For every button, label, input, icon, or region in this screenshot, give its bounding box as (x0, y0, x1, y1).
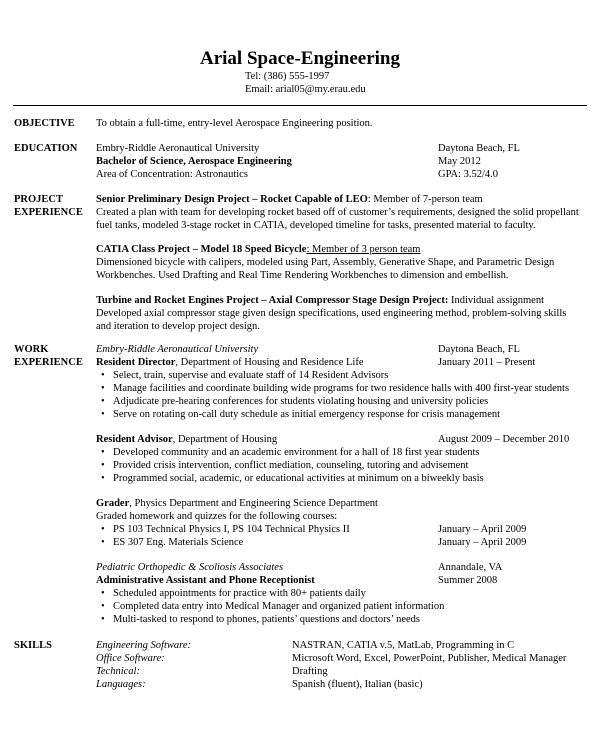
bullet: • (101, 460, 105, 471)
bullet-text: Multi-tasked to respond to phones, patients’ questions and doctors’ needs (113, 614, 420, 625)
project-team: : Member of 3 person team (306, 244, 421, 255)
objective-text: To obtain a full-time, entry-level Aerospace Engineering position. (96, 118, 373, 129)
section-work-experience: EXPERIENCE (14, 357, 83, 368)
education-location: Daytona Beach, FL (438, 143, 520, 154)
job-dates: August 2009 – December 2010 (438, 434, 570, 445)
bullet-text: Scheduled appointments for practice with 80+ patients daily (113, 588, 366, 599)
section-education: EDUCATION (14, 143, 78, 154)
project-line: Workbenches. Used Drafting and Real Time Rendering Workbenches to dimension and embellish. (96, 270, 509, 281)
job-dates: January – April 2009 (438, 537, 527, 548)
work-employer: Embry-Riddle Aeronautical University (96, 344, 259, 355)
skill-label: Office Software: (96, 653, 165, 664)
education-degree: Bachelor of Science, Aerospace Engineering (96, 156, 292, 167)
contact-phone: Tel: (386) 555-1997 (245, 71, 330, 82)
work-employer: Pediatric Orthopedic & Scoliosis Associates (96, 562, 284, 573)
project-team: : Member of 7-person team (367, 194, 483, 205)
bullet: • (101, 370, 105, 381)
education-concentration: Area of Concentration: Astronautics (96, 169, 248, 180)
project-team: Individual assignment (448, 295, 544, 306)
bullet: • (101, 396, 105, 407)
section-skills: SKILLS (14, 640, 52, 651)
bullet: • (101, 383, 105, 394)
skill-label: Languages: (96, 679, 146, 690)
skill-label: Technical: (96, 666, 140, 677)
bullet: • (101, 588, 105, 599)
job-description: Graded homework and quizzes for the following courses: (96, 511, 338, 522)
skill-label: Engineering Software: (96, 640, 191, 651)
bullet: • (101, 614, 105, 625)
project-heading (96, 243, 420, 256)
project-title: Senior Preliminary Design Project – Rocket Capable of LEO (96, 194, 368, 205)
education-date: May 2012 (438, 156, 481, 167)
bullet-text: Manage facilities and coordinate building wide programs for two residence halls with 400 first-year students (113, 383, 570, 394)
work-location: Daytona Beach, FL (438, 344, 520, 355)
bullet: • (101, 447, 105, 458)
section-project-experience: EXPERIENCE (14, 207, 83, 218)
bullet: • (101, 537, 105, 548)
job-title: Administrative Assistant and Phone Receptionist (96, 575, 315, 586)
header-divider (13, 105, 587, 106)
job-department: , Department of Housing (172, 434, 278, 445)
bullet: • (101, 409, 105, 420)
resume-name: Arial Space-Engineering (199, 48, 401, 69)
project-title: CATIA Class Project – Model 18 Speed Bicycle (96, 244, 307, 255)
bullet-text: Serve on rotating on-call duty schedule as initial emergency response for crisis management (113, 409, 501, 420)
skill-value: Microsoft Word, Excel, PowerPoint, Publisher, Medical Manager (292, 653, 567, 664)
education-gpa: GPA: 3.52/4.0 (438, 169, 499, 180)
project-line: Dimensioned bicycle with calipers, modeled using Part, Assembly, Generative Shape, and Parametric Design (96, 257, 555, 268)
bullet: • (101, 473, 105, 484)
skill-value: NASTRAN, CATIA v.5, MatLab, Programming in C (292, 640, 515, 651)
job-dates: January 2011 – Present (438, 357, 536, 368)
bullet-text: ES 307 Eng. Materials Science (113, 537, 244, 548)
project-heading (96, 193, 483, 206)
job-department: , Physics Department and Engineering Science Department (129, 498, 378, 509)
job-title: Resident Advisor (96, 434, 173, 445)
skill-value: Drafting (292, 666, 328, 677)
bullet-text: Adjudicate pre-hearing conferences for students violating housing and university policies (113, 396, 489, 407)
project-line: fuel tanks, modeled 3-stage rocket in CATIA, developed timeline for tasks, presented material to faculty. (96, 220, 536, 231)
education-school: Embry-Riddle Aeronautical University (96, 143, 260, 154)
section-objective: OBJECTIVE (14, 118, 75, 129)
bullet-text: Programmed social, academic, or educational activities at minimum on a biweekly basis (113, 473, 484, 484)
job-heading (96, 433, 277, 446)
job-heading (96, 497, 378, 510)
job-title: Resident Director (96, 357, 176, 368)
project-heading (96, 294, 544, 307)
project-title: Turbine and Rocket Engines Project – Axial Compressor Stage Design Project: (96, 295, 449, 306)
project-line: and iteration to develop project design. (96, 321, 260, 332)
project-line: Developed axial compressor stage given design specifications, used engineering method, problem-solving skills (96, 308, 567, 319)
section-project: PROJECT (14, 194, 64, 205)
skill-value: Spanish (fluent), Italian (basic) (292, 679, 423, 690)
job-dates: Summer 2008 (438, 575, 498, 586)
project-line: Created a plan with team for developing rocket based off of customer’s requirements, designed the solid propellant (96, 207, 579, 218)
bullet: • (101, 524, 105, 535)
job-heading (96, 356, 363, 369)
bullet-text: Provided crisis intervention, conflict mediation, counseling, tutoring and advisement (113, 460, 469, 471)
work-location: Annandale, VA (438, 562, 503, 573)
section-work: WORK (14, 344, 49, 355)
job-title: Grader (96, 498, 130, 509)
bullet-text: Select, train, supervise and evaluate staff of 14 Resident Advisors (113, 370, 389, 381)
bullet-text: Completed data entry into Medical Manager and organized patient information (113, 601, 445, 612)
job-dates: January – April 2009 (438, 524, 527, 535)
contact-email: Email: arial05@my.erau.edu (245, 84, 366, 95)
bullet-text: PS 103 Technical Physics I, PS 104 Technical Physics II (113, 524, 350, 535)
bullet-text: Developed community and an academic environment for a hall of 18 first year students (113, 447, 480, 458)
bullet: • (101, 601, 105, 612)
job-department: , Department of Housing and Residence Life (175, 357, 364, 368)
